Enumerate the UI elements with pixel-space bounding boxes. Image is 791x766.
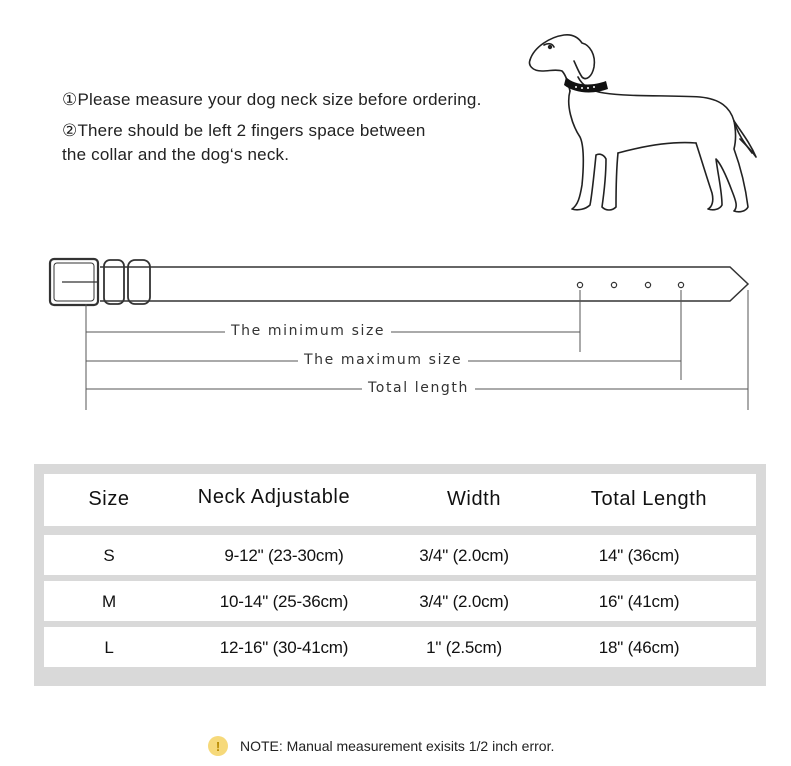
cell-width: 1" (2.5cm) [426, 638, 502, 657]
cell-size: L [104, 638, 114, 657]
table-row [44, 581, 756, 621]
instruction-measure: ①Please measure your dog neck size before ordering. [62, 90, 482, 109]
cell-neck: 10-14" (25-36cm) [219, 592, 349, 611]
header-neck-adjustable: Neck Adjustable [197, 486, 351, 508]
note [208, 736, 554, 756]
maximum-size-label: The maximum size [298, 352, 468, 368]
header-total-length: Total Length [590, 488, 708, 510]
warning-icon: ! [208, 736, 228, 756]
cell-neck: 12-16" (30-41cm) [219, 638, 349, 657]
cell-length: 16" (41cm) [598, 592, 680, 611]
minimum-size-label: The minimum size [225, 323, 391, 339]
cell-size: S [103, 546, 115, 565]
table-row [44, 535, 756, 575]
table-row [44, 627, 756, 667]
size-table [34, 464, 766, 686]
header-width: Width [446, 488, 502, 510]
cell-length: 18" (46cm) [598, 638, 680, 657]
table-header-row [44, 474, 756, 526]
instruction-fingers-line1: ②There should be left 2 fingers space between [62, 121, 426, 140]
note-text: NOTE: Manual measurement exisits 1/2 inch error. [240, 738, 555, 754]
instruction-fingers-line2: the collar and the dog‘s neck. [62, 145, 290, 164]
cell-neck: 9-12" (23-30cm) [224, 546, 344, 565]
cell-size: M [102, 592, 116, 611]
total-length-label: Total length [362, 380, 475, 396]
cell-width: 3/4" (2.0cm) [419, 546, 509, 565]
header-size: Size [88, 488, 130, 510]
collar-holes [577, 282, 683, 287]
cell-width: 3/4" (2.0cm) [419, 592, 509, 611]
cell-length: 14" (36cm) [598, 546, 680, 565]
